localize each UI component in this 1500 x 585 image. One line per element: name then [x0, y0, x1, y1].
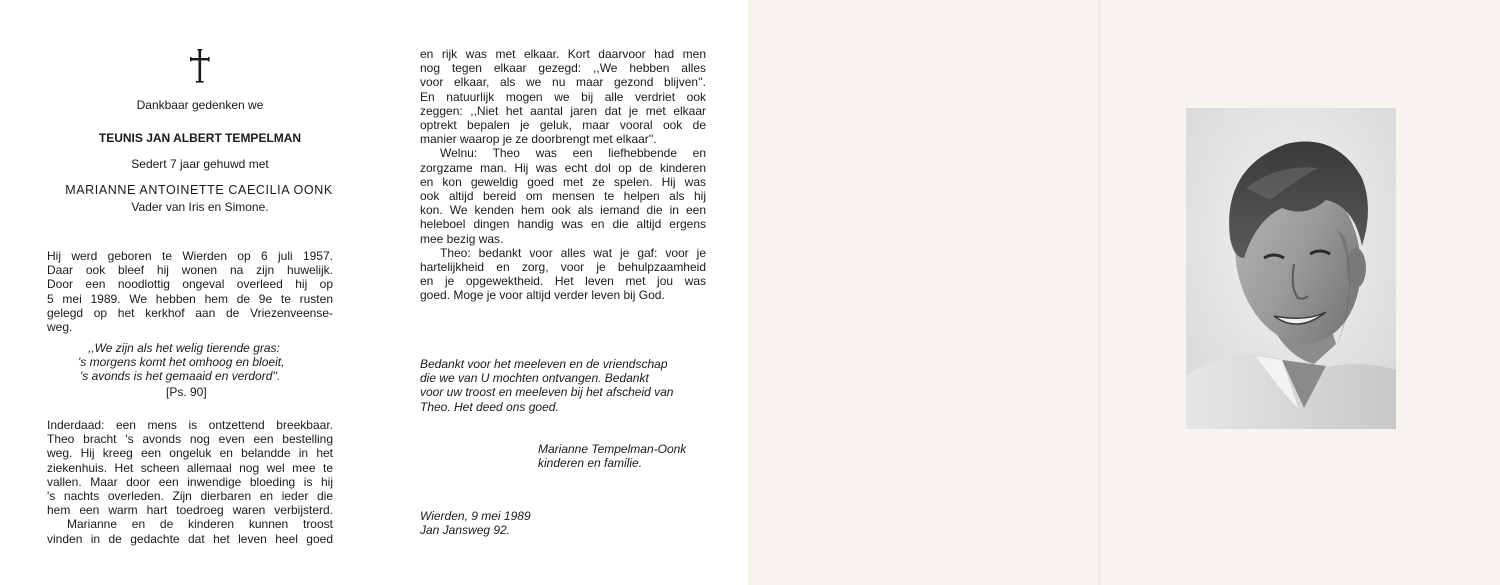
text-line: ook altijd bereid om mensen te helpen als hij — [420, 189, 706, 204]
text-line: nog tegen elkaar gezegd: ,,We hebben alles — [420, 61, 706, 76]
text-line: weg. Hij kreeg een ongeluk en belandde in het — [47, 446, 333, 461]
father-of: Vader van Iris en Simone. — [131, 200, 269, 214]
text-line: Daar ook bleef hij wonen na zijn huwelijk. — [47, 263, 333, 278]
card-fold — [1098, 0, 1100, 585]
text-line: en kon geweldig goed met ze spelen. Hij was — [420, 174, 706, 189]
text-line: vallen. Maar door een inwendige bloeding is hij — [47, 474, 333, 489]
text-line: Bedankt voor het meeleven en de vriendschap — [420, 357, 668, 371]
place-date: Wierden, 9 mei 1989 — [420, 509, 531, 523]
verse-line: 's avonds is het gemaaid en verdord''. — [80, 369, 281, 384]
cross-icon — [186, 48, 214, 84]
place-and-address — [420, 509, 620, 537]
text-line: Theo. Het deed ons goed. — [420, 399, 559, 414]
text-line: goed. Moge je voor altijd verder leven bij God. — [420, 288, 665, 303]
thanks-paragraph — [420, 357, 712, 414]
story-paragraph — [47, 418, 333, 546]
intro-line: Dankbaar gedenken we — [136, 98, 264, 112]
text-line: 5 mei 1989. We hebben hem de 9e te rusten — [47, 291, 333, 306]
text-line: hartelijkheid en zorg, voor je behulpzaamheid — [420, 260, 706, 275]
text-line: voor uw troost en meeleven bij het afscheid van — [420, 385, 674, 400]
text-line: Marianne Tempelman-Oonk — [538, 442, 687, 456]
text-line: voor elkaar, als we nu maar gezond blijven''. — [420, 75, 706, 90]
continuation-paragraph — [420, 47, 706, 303]
text-line: ziekenhuis. Het scheen allemaal nog wel mee te — [47, 460, 333, 475]
verse-line: ,,We zijn als het welig tierende gras: — [88, 341, 280, 355]
text-line: Marianne en de kinderen kunnen troost — [67, 517, 333, 532]
text-line: 's nachts overleden. Zijn dierbaren en ieder die — [47, 489, 333, 504]
deceased-name: TEUNIS JAN ALBERT TEMPELMAN — [98, 131, 302, 145]
biography-paragraph — [47, 249, 333, 334]
text-line: Door een noodlottig ongeval overleed hij op — [47, 277, 333, 292]
text-line: kinderen en familie. — [538, 456, 643, 471]
psalm-verse — [50, 341, 350, 384]
text-line: hem een warm hart toedroeg waren verbijsterd. — [47, 503, 333, 518]
portrait-image — [1186, 108, 1396, 429]
address: Jan Jansweg 92. — [420, 523, 511, 538]
text-line: Hij werd geboren te Wierden op 6 juli 1957. — [47, 249, 333, 263]
spouse-name: MARIANNE ANTOINETTE CAECILIA OONK — [65, 183, 333, 197]
verse-line: 's morgens komt het omhoog en bloeit, — [78, 355, 285, 370]
text-line: optrekt bepalen je geluk, maar vooral ook de — [420, 118, 706, 133]
text-line: gelegd op het kerkhof aan de Vriezenveense- — [47, 305, 333, 320]
text-line: Inderdaad: een mens is ontzettend breekbaar. — [47, 418, 333, 432]
text-line: En natuurlijk mogen we bij alle verdriet ook — [420, 89, 706, 104]
text-line: Welnu: Theo was een liefhebbende en — [440, 146, 706, 161]
text-line: manier waarop je ze doorbrengt met elkaar''. — [420, 132, 657, 147]
text-line: die we van U mochten ontvangen. Bedankt — [420, 371, 649, 386]
text-line: kon. We kenden hem ook als iemand die in een — [420, 203, 706, 218]
text-line: vinden in de gedachte dat het leven heel goed — [47, 531, 333, 546]
portrait-photo — [1186, 108, 1396, 429]
text-line: Theo: bedankt voor alles wat je gaf: voor je — [440, 245, 706, 260]
text-line: en je opgewektheid. Het leven met jou was — [420, 274, 706, 289]
family-signature — [538, 442, 718, 470]
text-line: mee bezig was. — [420, 231, 504, 246]
text-line: weg. — [47, 320, 73, 335]
married-since: Sedert 7 jaar gehuwd met — [131, 157, 269, 171]
text-line: zorgzame man. Hij was echt dol op de kinderen — [420, 160, 706, 175]
text-line: zeggen: ,,Niet het aantal jaren dat je met elkaar — [420, 103, 706, 118]
text-line: Theo bracht 's avonds nog even een bestelling — [47, 432, 333, 447]
psalm-reference: [Ps. 90] — [166, 385, 207, 399]
text-line: heleboel dingen handig was en die altijd ergens — [420, 217, 706, 232]
text-line: en rijk was met elkaar. Kort daarvoor had men — [420, 47, 706, 61]
